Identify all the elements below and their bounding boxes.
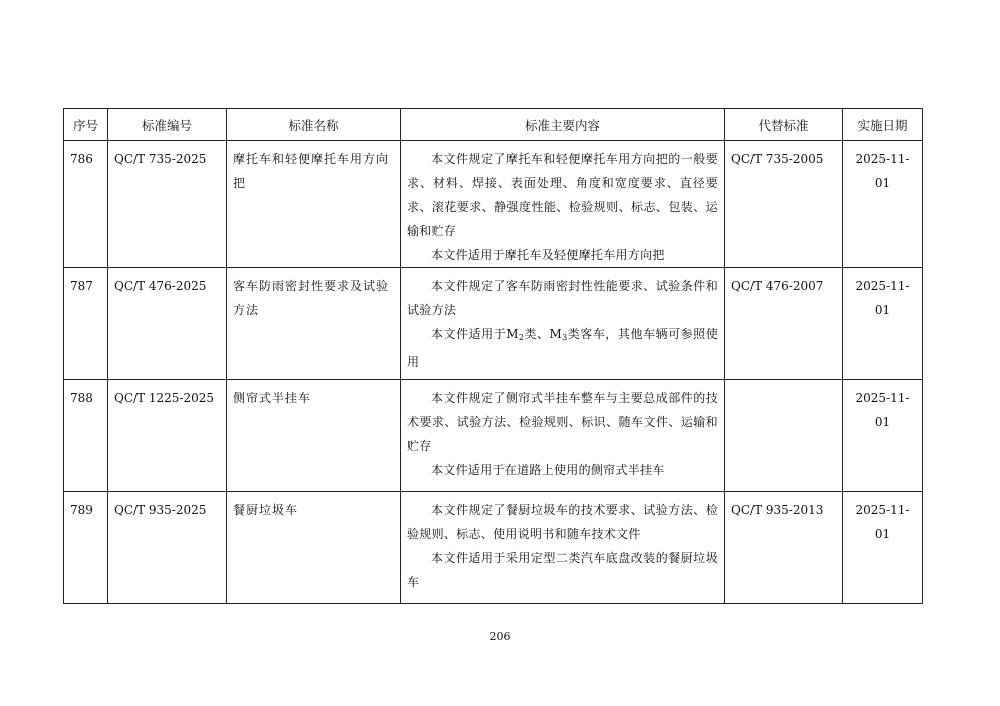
cell-replaces: QC/T 476-2007 <box>725 268 843 380</box>
cell-code: QC/T 735-2025 <box>108 141 227 268</box>
cell-seq: 788 <box>64 380 108 492</box>
table-row <box>64 141 923 268</box>
content-applicability-paragraph <box>407 322 718 374</box>
cell-date: 2025-11-01 <box>843 141 923 268</box>
standards-table <box>63 108 923 604</box>
table-row <box>64 380 923 492</box>
vehicle-class-m: M <box>506 327 519 341</box>
cell-seq: 789 <box>64 492 108 604</box>
cell-date: 2025-11-01 <box>843 268 923 380</box>
header-content: 标准主要内容 <box>401 109 725 141</box>
vehicle-class-m: M <box>549 327 563 341</box>
cell-replaces: QC/T 935-2013 <box>725 492 843 604</box>
content-text: 类客车，其他车辆可参照使用 <box>407 327 718 369</box>
cell-content <box>401 141 725 268</box>
content-scope-paragraph: 本文件规定了侧帘式半挂车整车与主要总成部件的技术要求、试验方法、检验规则、标识、随车文件、运输和贮存 <box>407 391 718 453</box>
cell-code: QC/T 935-2025 <box>108 492 227 604</box>
content-text: 本文件适用于 <box>431 327 507 341</box>
header-row <box>64 109 923 141</box>
content-applicability-paragraph: 本文件适用于摩托车及轻便摩托车用方向把 <box>431 248 665 262</box>
cell-date: 2025-11-01 <box>843 380 923 492</box>
content-scope-paragraph: 本文件规定了摩托车和轻便摩托车用方向把的一般要求、材料、焊接、表面处理、角度和宽度要求、直径要求、滚花要求、静强度性能、检验规则、标志、包装、运输和贮存 <box>407 152 718 238</box>
vehicle-class-subscript: 3 <box>562 333 568 342</box>
cell-date: 2025-11-01 <box>843 492 923 604</box>
cell-seq: 786 <box>64 141 108 268</box>
cell-seq: 787 <box>64 268 108 380</box>
content-applicability-paragraph: 本文件适用于采用定型二类汽车底盘改装的餐厨垃圾车 <box>407 551 718 589</box>
table-row <box>64 492 923 604</box>
content-applicability-paragraph: 本文件适用于在道路上使用的侧帘式半挂车 <box>431 463 665 477</box>
cell-replaces: QC/T 735-2005 <box>725 141 843 268</box>
header-name: 标准名称 <box>227 109 401 141</box>
content-scope-paragraph: 本文件规定了餐厨垃圾车的技术要求、试验方法、检验规则、标志、使用说明书和随车技术文件 <box>407 503 718 541</box>
table-row <box>64 268 923 380</box>
header-replaces: 代替标准 <box>725 109 843 141</box>
cell-name: 餐厨垃圾车 <box>227 492 401 604</box>
cell-name: 侧帘式半挂车 <box>227 380 401 492</box>
cell-code: QC/T 476-2025 <box>108 268 227 380</box>
cell-code: QC/T 1225-2025 <box>108 380 227 492</box>
cell-content <box>401 380 725 492</box>
header-seq: 序号 <box>64 109 108 141</box>
cell-name: 客车防雨密封性要求及试验方法 <box>227 268 401 380</box>
content-text: 类、 <box>524 327 550 341</box>
cell-name: 摩托车和轻便摩托车用方向把 <box>227 141 401 268</box>
cell-content <box>401 492 725 604</box>
header-code: 标准编号 <box>108 109 227 141</box>
page-number: 206 <box>489 630 511 643</box>
content-scope-paragraph: 本文件规定了客车防雨密封性性能要求、试验条件和试验方法 <box>407 279 718 317</box>
cell-content <box>401 268 725 380</box>
vehicle-class-subscript: 2 <box>518 333 525 342</box>
header-date: 实施日期 <box>843 109 923 141</box>
cell-replaces <box>725 380 843 492</box>
